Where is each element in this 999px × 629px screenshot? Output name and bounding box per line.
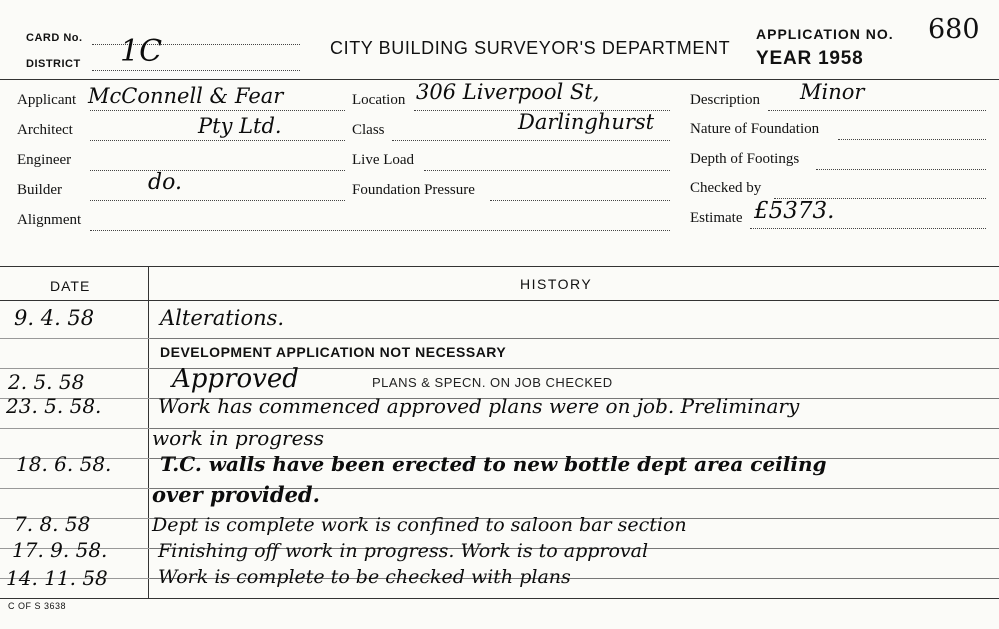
district-line (92, 70, 300, 71)
class-label: Class (352, 122, 385, 138)
plans-checked-stamp: PLANS & SPECN. ON JOB CHECKED (372, 375, 613, 390)
architect-label: Architect (17, 122, 73, 138)
date-header: DATE (50, 278, 91, 294)
card-no-label: CARD No. (26, 32, 83, 44)
history-header: HISTORY (520, 276, 593, 292)
ruled-line (0, 368, 150, 369)
year-label: YEAR 1958 (756, 48, 864, 69)
description-line (768, 110, 986, 111)
history-date: 7. 8. 58 (14, 512, 91, 536)
estimate-line (750, 228, 986, 229)
table-top-border (0, 266, 999, 267)
history-date: 23. 5. 58. (6, 394, 102, 418)
history-text-continued: work in progress (152, 426, 324, 450)
checked-by-label: Checked by (690, 180, 762, 196)
live-load-label: Live Load (352, 152, 415, 168)
architect-value: Pty Ltd. (198, 114, 282, 138)
live-load-line (424, 170, 670, 171)
history-date: 9. 4. 58 (14, 306, 95, 330)
history-text: Dept is complete work is confined to saloon bar section (152, 514, 687, 536)
history-text: Finishing off work in progress. Work is to approval (158, 540, 649, 562)
alignment-label: Alignment (17, 212, 82, 228)
depth-of-footings-label: Depth of Footings (690, 151, 800, 167)
engineer-label: Engineer (17, 152, 72, 168)
history-date: 14. 11. 58 (6, 566, 108, 590)
ruled-line (150, 338, 999, 339)
history-text: T.C. walls have been erected to new bottle dept area ceiling (160, 452, 827, 476)
location-label: Location (352, 92, 406, 108)
description-label: Description (690, 92, 760, 108)
table-header-border (0, 300, 999, 301)
history-date: 17. 9. 58. (12, 538, 108, 562)
application-no-value: 680 (928, 14, 980, 45)
history-date: 18. 6. 58. (16, 452, 112, 476)
form-code: C OF S 3638 (8, 601, 67, 611)
ruled-line (0, 428, 150, 429)
history-text: Approved (172, 364, 299, 394)
nature-of-foundation-line (838, 139, 986, 140)
date-column-divider (148, 266, 149, 599)
applicant-value: McConnell & Fear (88, 84, 284, 108)
history-text: Alterations. (160, 306, 285, 330)
history-text: Work is complete to be checked with plans (158, 566, 571, 588)
ruled-line (0, 488, 150, 489)
alignment-line (90, 230, 670, 231)
history-date: 2. 5. 58 (8, 370, 85, 394)
architect-line (90, 140, 345, 141)
location-value: 306 Liverpool St, (416, 80, 600, 104)
table-bottom-border (0, 598, 999, 599)
description-value: Minor (800, 80, 865, 104)
applicant-label: Applicant (17, 92, 77, 108)
class-value: Darlinghurst (518, 110, 655, 134)
applicant-line (90, 110, 345, 111)
depth-of-footings-line (816, 169, 986, 170)
estimate-value: £5373. (754, 198, 835, 224)
nature-of-foundation-label: Nature of Foundation (690, 121, 820, 137)
builder-label: Builder (17, 182, 62, 198)
engineer-line (90, 170, 345, 171)
history-text: Work has commenced approved plans were on job. Preliminary (158, 394, 800, 418)
class-line (392, 140, 670, 141)
ruled-line (0, 338, 150, 339)
estimate-label: Estimate (690, 210, 743, 226)
builder-value: do. (148, 170, 182, 195)
application-no-label: APPLICATION NO. (756, 26, 894, 42)
foundation-pressure-line (490, 200, 670, 201)
district-label: DISTRICT (26, 58, 81, 70)
district-value: 1C (120, 34, 163, 69)
history-text-continued: over provided. (152, 482, 320, 507)
builder-line (90, 200, 345, 201)
foundation-pressure-label: Foundation Pressure (352, 182, 475, 198)
department-title: CITY BUILDING SURVEYOR'S DEPARTMENT (330, 38, 731, 58)
development-stamp: DEVELOPMENT APPLICATION NOT NECESSARY (160, 344, 507, 360)
